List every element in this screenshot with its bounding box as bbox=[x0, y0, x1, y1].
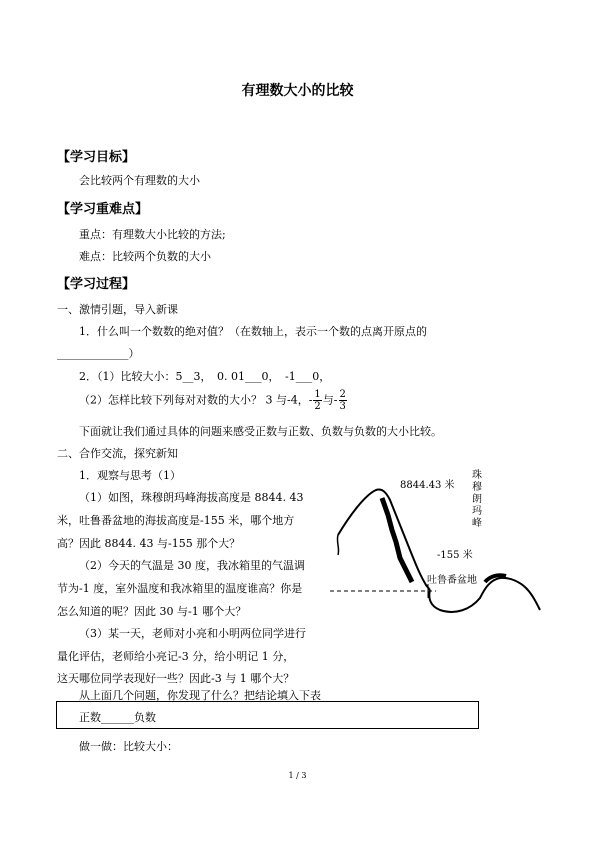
q2b-with: 与- bbox=[322, 393, 338, 407]
key-header: 【学习重难点】 bbox=[57, 202, 149, 217]
p1-line3: 高？因此 8844. 43 与-155 那个大？ bbox=[57, 537, 241, 550]
discover-text: 从上面几个问题，你发现了什么？把结论填入下表 bbox=[79, 689, 321, 702]
q1-line2 bbox=[57, 347, 140, 361]
frac2-den: 3 bbox=[339, 401, 346, 412]
observe-title: 1．观察与思考（1） bbox=[79, 469, 181, 482]
p3-line2: 量化评估，老师给小亮记-3 分，给小明记 1 分， bbox=[57, 650, 295, 663]
q1-blank[interactable]: _____________ bbox=[57, 347, 129, 360]
intro-text: 下面就让我们通过具体的问题来感受正数与正数、负数与负数的大小比较。 bbox=[79, 425, 442, 438]
p2-line2: 节为-1 度，室外温度和我冰箱里的温度谁高？你是 bbox=[57, 582, 303, 595]
page-title: 有理数大小的比较 bbox=[241, 83, 354, 99]
basin-name: 吐鲁番盆地 bbox=[427, 575, 477, 586]
p1-line1: （1）如图，珠穆朗玛峰海拔高度是 8844. 43 bbox=[79, 491, 304, 504]
basin-height: -155 米 bbox=[437, 550, 473, 561]
frac2-num: 2 bbox=[339, 389, 346, 400]
frac1-den: 2 bbox=[314, 401, 321, 412]
p1-line2: 米，吐鲁番盆地的海拔高度是-155 米，哪个地方 bbox=[57, 514, 295, 527]
mountain-left-edge bbox=[337, 535, 338, 555]
q2b-text: （2）怎样比较下列每对对数的大小？ 3 与-4，- bbox=[79, 393, 313, 407]
q2-text: 2．（1）比较大小：5__3， 0. 01___0， -1___0， bbox=[79, 370, 331, 383]
goal-header: 【学习目标】 bbox=[57, 150, 136, 165]
fraction-one-half bbox=[313, 389, 321, 412]
process-header: 【学习过程】 bbox=[57, 277, 136, 292]
mountain-basin-figure bbox=[330, 470, 560, 620]
p2-line1: （2）今天的气温是 30 度，我冰箱里的气温调 bbox=[79, 559, 305, 572]
mountain-shading bbox=[382, 498, 412, 582]
q2b-line bbox=[79, 389, 348, 412]
q1-end: ） bbox=[128, 347, 140, 360]
part1-heading: 一、激情引题，导入新课 bbox=[57, 303, 178, 316]
fraction-two-thirds bbox=[339, 389, 347, 412]
p2-line3: 怎么知道的呢？因此 30 与-1 哪个大？ bbox=[57, 605, 247, 618]
frac1-num: 1 bbox=[314, 389, 321, 400]
peak-name: 珠穆朗玛峰 bbox=[472, 470, 482, 529]
height-label: 8844.43 米 bbox=[400, 480, 455, 491]
p3-line3: 这天哪位同学表现好一些？因此-3 与 1 哪个大？ bbox=[57, 672, 295, 685]
goal-text: 会比较两个有理数的大小 bbox=[79, 174, 200, 187]
q1-line1: 1．什么叫一个数数的绝对值？（在数轴上，表示一个数的点离开原点的 bbox=[79, 325, 427, 338]
conclusion-text[interactable]: 正数______负数 bbox=[79, 711, 156, 724]
page-number: 1 / 3 bbox=[288, 771, 307, 780]
part2-heading: 二、合作交流，探究新知 bbox=[57, 447, 178, 460]
key-point: 重点：有理数大小比较的方法; bbox=[79, 228, 226, 241]
p3-line1: （3）某一天，老师对小亮和小明两位同学进行 bbox=[79, 627, 306, 640]
try-text: 做一做：比较大小： bbox=[79, 740, 178, 753]
difficult-point: 难点：比较两个负数的大小 bbox=[79, 250, 211, 263]
